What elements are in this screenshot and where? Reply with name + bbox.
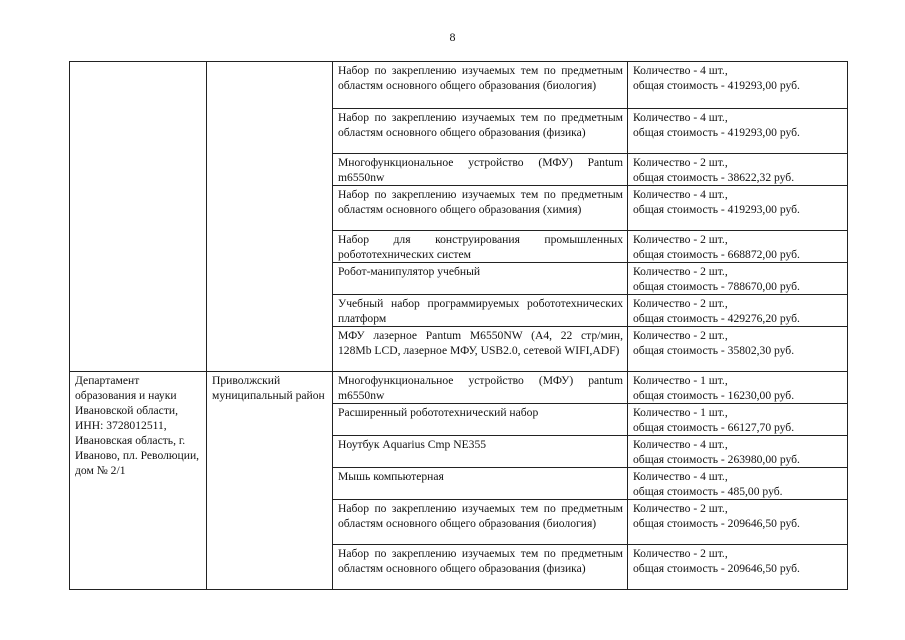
quantity-cell [628,404,848,436]
quantity: Количество - 2 шт., [633,156,728,169]
total-cost: общая стоимость - 35802,30 руб. [633,344,795,357]
item-name: Набор по закреплению изучаемых тем по предметным областям основного общего образования (биология) [333,62,628,109]
organization-cell: Департамент образования и науки Ивановской области, ИНН: 3728012511, Ивановская область, г. Иваново, пл. Революции, дом № 2/1 [70,372,207,590]
total-cost: общая стоимость - 209646,50 руб. [633,562,800,575]
item-name: Робот-манипулятор учебный [333,263,628,295]
quantity-cell [628,154,848,186]
quantity-cell [628,500,848,545]
item-name: Набор по закреплению изучаемых тем по предметным областям основного общего образования (химия) [333,186,628,231]
quantity: Количество - 4 шт., [633,64,728,77]
district-cell-empty [207,62,333,372]
quantity-cell [628,295,848,327]
quantity-cell [628,545,848,590]
quantity: Количество - 1 шт., [633,374,728,387]
quantity: Количество - 2 шт., [633,547,728,560]
item-name: Многофункциональное устройство (МФУ) Pantum m6550nw [333,154,628,186]
quantity: Количество - 2 шт., [633,265,728,278]
total-cost: общая стоимость - 16230,00 руб. [633,389,795,402]
quantity: Количество - 4 шт., [633,188,728,201]
item-name: Набор по закреплению изучаемых тем по предметным областям основного общего образования (биология) [333,500,628,545]
quantity: Количество - 2 шт., [633,502,728,515]
quantity-cell [628,186,848,231]
total-cost: общая стоимость - 38622,32 руб. [633,171,795,184]
quantity: Количество - 2 шт., [633,233,728,246]
quantity: Количество - 4 шт., [633,111,728,124]
quantity: Количество - 2 шт., [633,329,728,342]
quantity-cell [628,436,848,468]
equipment-table [69,61,848,590]
quantity: Количество - 1 шт., [633,406,728,419]
total-cost: общая стоимость - 485,00 руб. [633,485,783,498]
item-name: МФУ лазерное Pantum M6550NW (A4, 22 стр/мин, 128Mb LCD, лазерное МФУ, USB2.0, сетевой WIFI,ADF) [333,327,628,372]
quantity: Количество - 4 шт., [633,470,728,483]
total-cost: общая стоимость - 429276,20 руб. [633,312,800,325]
item-name: Многофункциональное устройство (МФУ) pantum m6550nw [333,372,628,404]
item-name: Набор для конструирования промышленных робототехнических систем [333,231,628,263]
total-cost: общая стоимость - 66127,70 руб. [633,421,795,434]
total-cost: общая стоимость - 419293,00 руб. [633,126,800,139]
quantity-cell [628,62,848,109]
item-name: Учебный набор программируемых робототехнических платформ [333,295,628,327]
table-row [70,62,848,109]
quantity: Количество - 2 шт., [633,297,728,310]
quantity-cell [628,372,848,404]
district-cell: Приволжский муниципальный район [207,372,333,590]
total-cost: общая стоимость - 788670,00 руб. [633,280,800,293]
total-cost: общая стоимость - 263980,00 руб. [633,453,800,466]
quantity: Количество - 4 шт., [633,438,728,451]
quantity-cell [628,327,848,372]
quantity-cell [628,231,848,263]
organization-cell-empty [70,62,207,372]
total-cost: общая стоимость - 209646,50 руб. [633,517,800,530]
item-name: Расширенный робототехнический набор [333,404,628,436]
quantity-cell [628,468,848,500]
page-number: 8 [449,30,456,44]
item-name: Набор по закреплению изучаемых тем по предметным областям основного общего образования (физика) [333,109,628,154]
item-name: Набор по закреплению изучаемых тем по предметным областям основного общего образования (физика) [333,545,628,590]
quantity-cell [628,263,848,295]
quantity-cell [628,109,848,154]
total-cost: общая стоимость - 419293,00 руб. [633,79,800,92]
item-name: Мышь компьютерная [333,468,628,500]
total-cost: общая стоимость - 668872,00 руб. [633,248,800,261]
table-row [70,372,848,404]
total-cost: общая стоимость - 419293,00 руб. [633,203,800,216]
item-name: Ноутбук Aquarius Cmp NE355 [333,436,628,468]
